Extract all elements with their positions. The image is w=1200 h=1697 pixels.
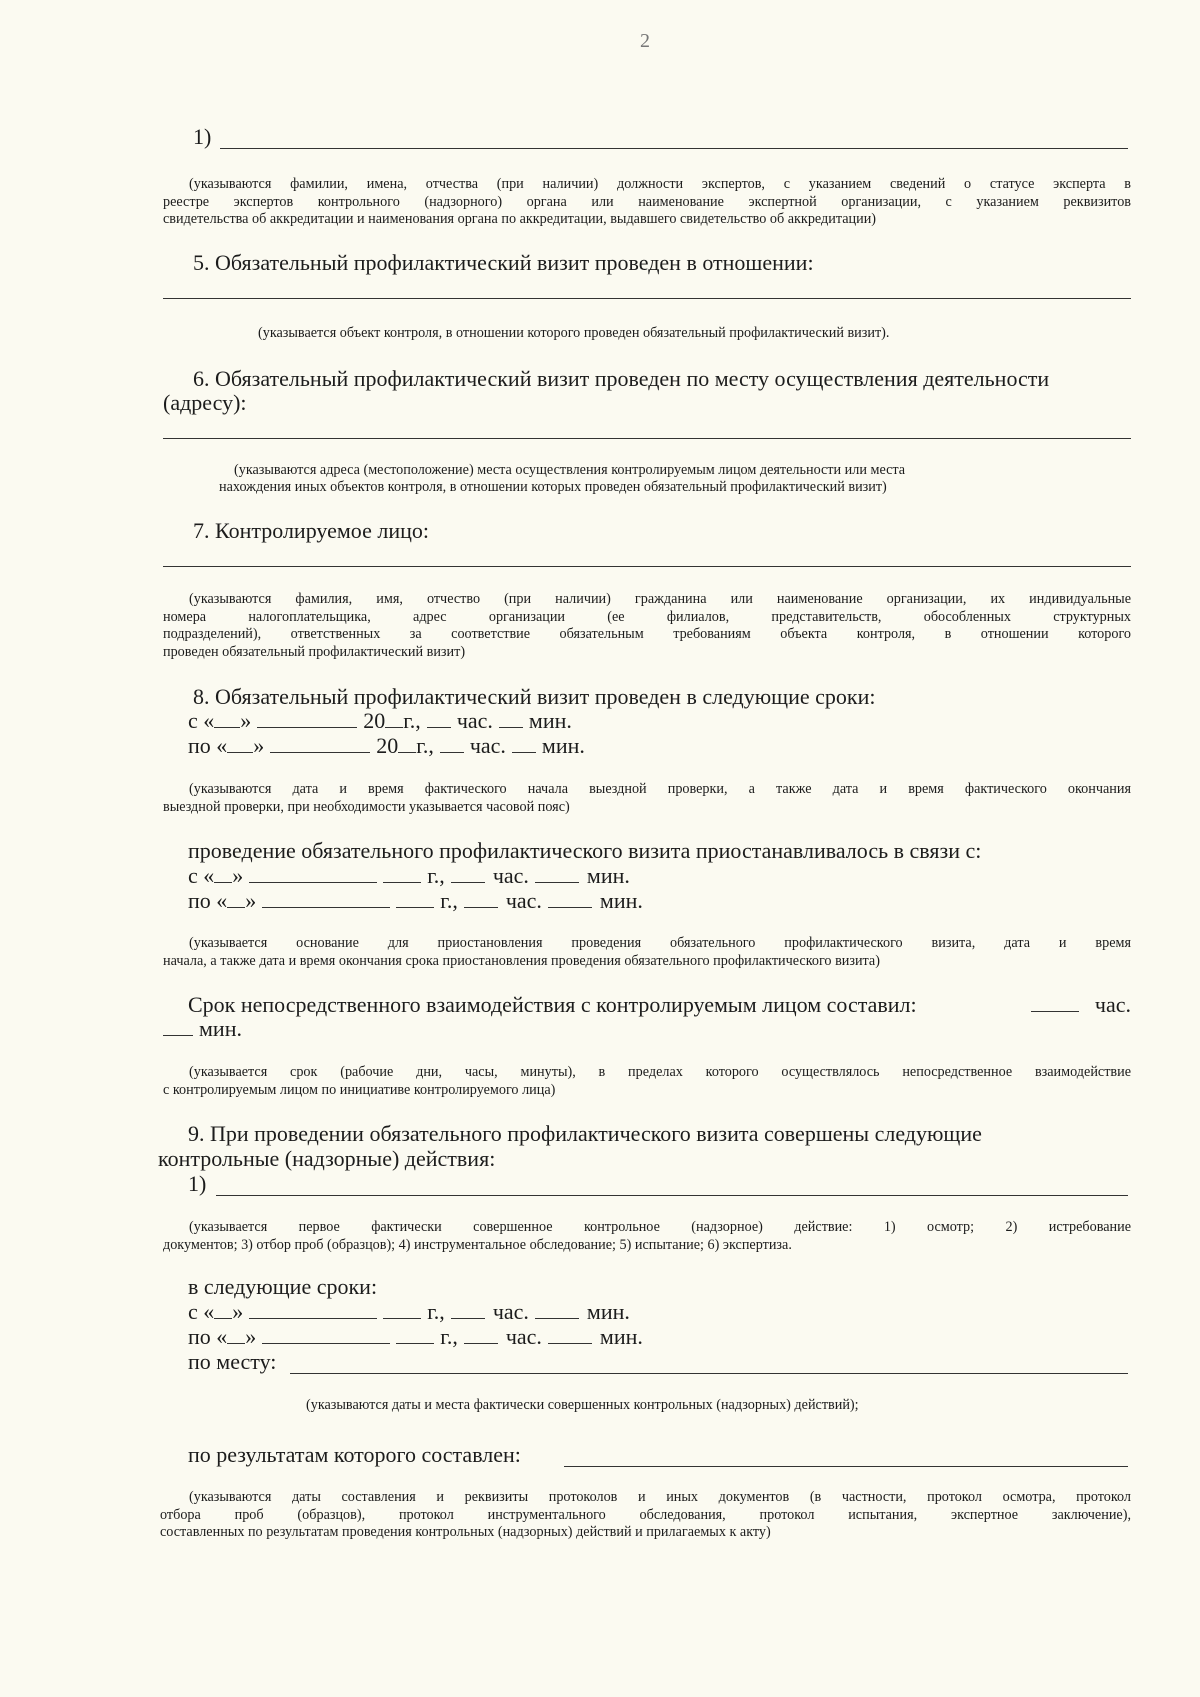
item9-from-hour-field[interactable] [451, 1300, 485, 1319]
suspension-to-year-field[interactable] [396, 889, 434, 908]
item9-to-day-field[interactable] [227, 1325, 245, 1344]
item8-to-year-field[interactable] [398, 734, 416, 753]
suspension-from-day-field[interactable] [214, 864, 232, 883]
item6-fill-line[interactable] [163, 438, 1131, 439]
item9-from-row: с « » г., час. мин. [188, 1299, 630, 1324]
interaction-line2 [163, 1016, 242, 1042]
item9-place-note: (указываются даты и места фактически совершенных контрольных (надзорных) действий); [306, 1397, 859, 1413]
item6-note-line1: (указываются адреса (местоположение) места осуществления контролируемым лицом деятельности или места [234, 462, 906, 478]
item9-place-label: по месту: [188, 1349, 277, 1374]
suspension-heading: проведение обязательного профилактического визита приостанавливалось в связи с: [188, 838, 982, 863]
item8-heading: 8. Обязательный профилактический визит проведен в следующие сроки: [193, 684, 876, 709]
item8-to-row: по « » 20 г., час. мин. [188, 733, 585, 758]
suspension-from-year-field[interactable] [383, 864, 421, 883]
item4-sub-fill-line[interactable] [220, 148, 1128, 149]
item9-from-year-field[interactable] [383, 1300, 421, 1319]
item9-result-fill-line[interactable] [564, 1466, 1128, 1467]
item8-from-year-field[interactable] [385, 709, 403, 728]
item5-fill-line[interactable] [163, 298, 1131, 299]
suspension-to-month-field[interactable] [262, 889, 390, 908]
item9-result-note: (указываются даты составления и реквизиты протоколов и иных документов (в частности, протокол осмотра, протокол отбора проб (образцов), протокол инструментального обследования, протокол испытания, экспертное заключение), составленных по результатам проведения контрольных (надзорных) действий и прилагаемых к акту) [160, 1489, 1131, 1540]
item9-result-label: по результатам которого составлен: [188, 1442, 521, 1467]
item9-to-minute-field[interactable] [548, 1325, 592, 1344]
item4-sub-prefix: 1) [193, 124, 212, 149]
item9-terms-heading: в следующие сроки: [188, 1274, 378, 1299]
item9-heading-line1: 9. При проведении обязательного профилактического визита совершены следующие [188, 1121, 982, 1146]
item9-action-fill-line[interactable] [216, 1195, 1128, 1196]
item5-note: (указывается объект контроля, в отношении которого проведен обязательный профилактический визит). [258, 325, 890, 341]
item9-from-day-field[interactable] [214, 1300, 232, 1319]
interaction-hours-label: час. [1094, 992, 1131, 1017]
item8-from-hour-field[interactable] [427, 709, 451, 728]
item9-to-month-field[interactable] [262, 1325, 390, 1344]
item8-from-day-field[interactable] [214, 709, 240, 728]
item8-to-month-field[interactable] [270, 734, 370, 753]
item7-heading: 7. Контролируемое лицо: [193, 518, 429, 543]
item8-to-hour-field[interactable] [440, 734, 464, 753]
item8-note: (указываются дата и время фактического начала выездной проверки, а также дата и время фактического окончания выездной проверки, при необходимости указывается часовой пояс) [163, 781, 1131, 815]
interaction-text: Срок непосредственного взаимодействия с контролируемым лицом составил: [188, 992, 917, 1017]
item7-note: (указываются фамилия, имя, отчество (при наличии) гражданина или наименование организации, их индивидуальные номера налогоплательщика, адрес организации (ее филиалов, представительств, обособленных структурных подразделений), ответственных за соответствие обязательным требованиям объекта контроля, в отношении которого проведен обязательный профилактический визит) [163, 591, 1131, 660]
item6-heading-line2: (адресу): [163, 390, 247, 415]
item9-to-hour-field[interactable] [464, 1325, 498, 1344]
item7-fill-line[interactable] [163, 566, 1131, 567]
item9-to-year-field[interactable] [396, 1325, 434, 1344]
item6-heading-line1: 6. Обязательный профилактический визит проведен по месту осуществления деятельности [193, 366, 1050, 391]
item8-to-minute-field[interactable] [512, 734, 536, 753]
item9-heading-line2: контрольные (надзорные) действия: [158, 1146, 496, 1171]
suspension-from-hour-field[interactable] [451, 864, 485, 883]
item5-heading: 5. Обязательный профилактический визит проведен в отношении: [193, 250, 814, 275]
suspension-to-minute-field[interactable] [548, 889, 592, 908]
item8-from-row: с « » 20 г., час. мин. [188, 708, 572, 733]
suspension-to-row: по « » г., час. мин. [188, 888, 643, 913]
page-number: 2 [640, 30, 650, 52]
interaction-hours-field[interactable] [1031, 993, 1079, 1012]
item9-to-row: по « » г., час. мин. [188, 1324, 643, 1349]
item4-sub-note: (указываются фамилии, имена, отчества (при наличии) должности экспертов, с указанием сведений о статусе эксперта в реестре экспертов контрольного (надзорного) органа или наименование экспертной организации, с указанием реквизитов свидетельства об аккредитации и наименования органа по аккредитации, выдавшего свидетельство об аккредитации) [163, 176, 1131, 227]
item9-note: (указывается первое фактически совершенное контрольное (надзорное) действие: 1) осмотр; 2) истребование документов; 3) отбор проб (образцов); 4) инструментальное обследование; 5) испытание; 6) экспертиза. [163, 1219, 1131, 1253]
interaction-minutes-field[interactable] [163, 1017, 193, 1036]
item9-prefix: 1) [188, 1171, 207, 1196]
item9-from-minute-field[interactable] [535, 1300, 579, 1319]
item9-from-month-field[interactable] [249, 1300, 377, 1319]
interaction-note: (указывается срок (рабочие дни, часы, минуты), в пределах которого осуществлялось непосредственное взаимодействие с контролируемым лицом по инициативе контролируемого лица) [163, 1064, 1131, 1098]
item9-place-fill-line[interactable] [290, 1373, 1128, 1374]
item8-from-month-field[interactable] [257, 709, 357, 728]
item6-note-line2: нахождения иных объектов контроля, в отношении которых проведен обязательный профилактический визит) [219, 479, 887, 495]
interaction-line1 [188, 992, 1131, 1018]
suspension-to-hour-field[interactable] [464, 889, 498, 908]
suspension-note: (указывается основание для приостановления проведения обязательного профилактического визита, дата и время начала, а также дата и время окончания срока приостановления проведения обязательного профилактического визита) [163, 935, 1131, 969]
suspension-from-minute-field[interactable] [535, 864, 579, 883]
interaction-minutes-label: мин. [199, 1016, 242, 1041]
item8-to-day-field[interactable] [227, 734, 253, 753]
suspension-from-row: с « » г., час. мин. [188, 863, 630, 888]
suspension-to-day-field[interactable] [227, 889, 245, 908]
suspension-from-month-field[interactable] [249, 864, 377, 883]
item8-from-minute-field[interactable] [499, 709, 523, 728]
